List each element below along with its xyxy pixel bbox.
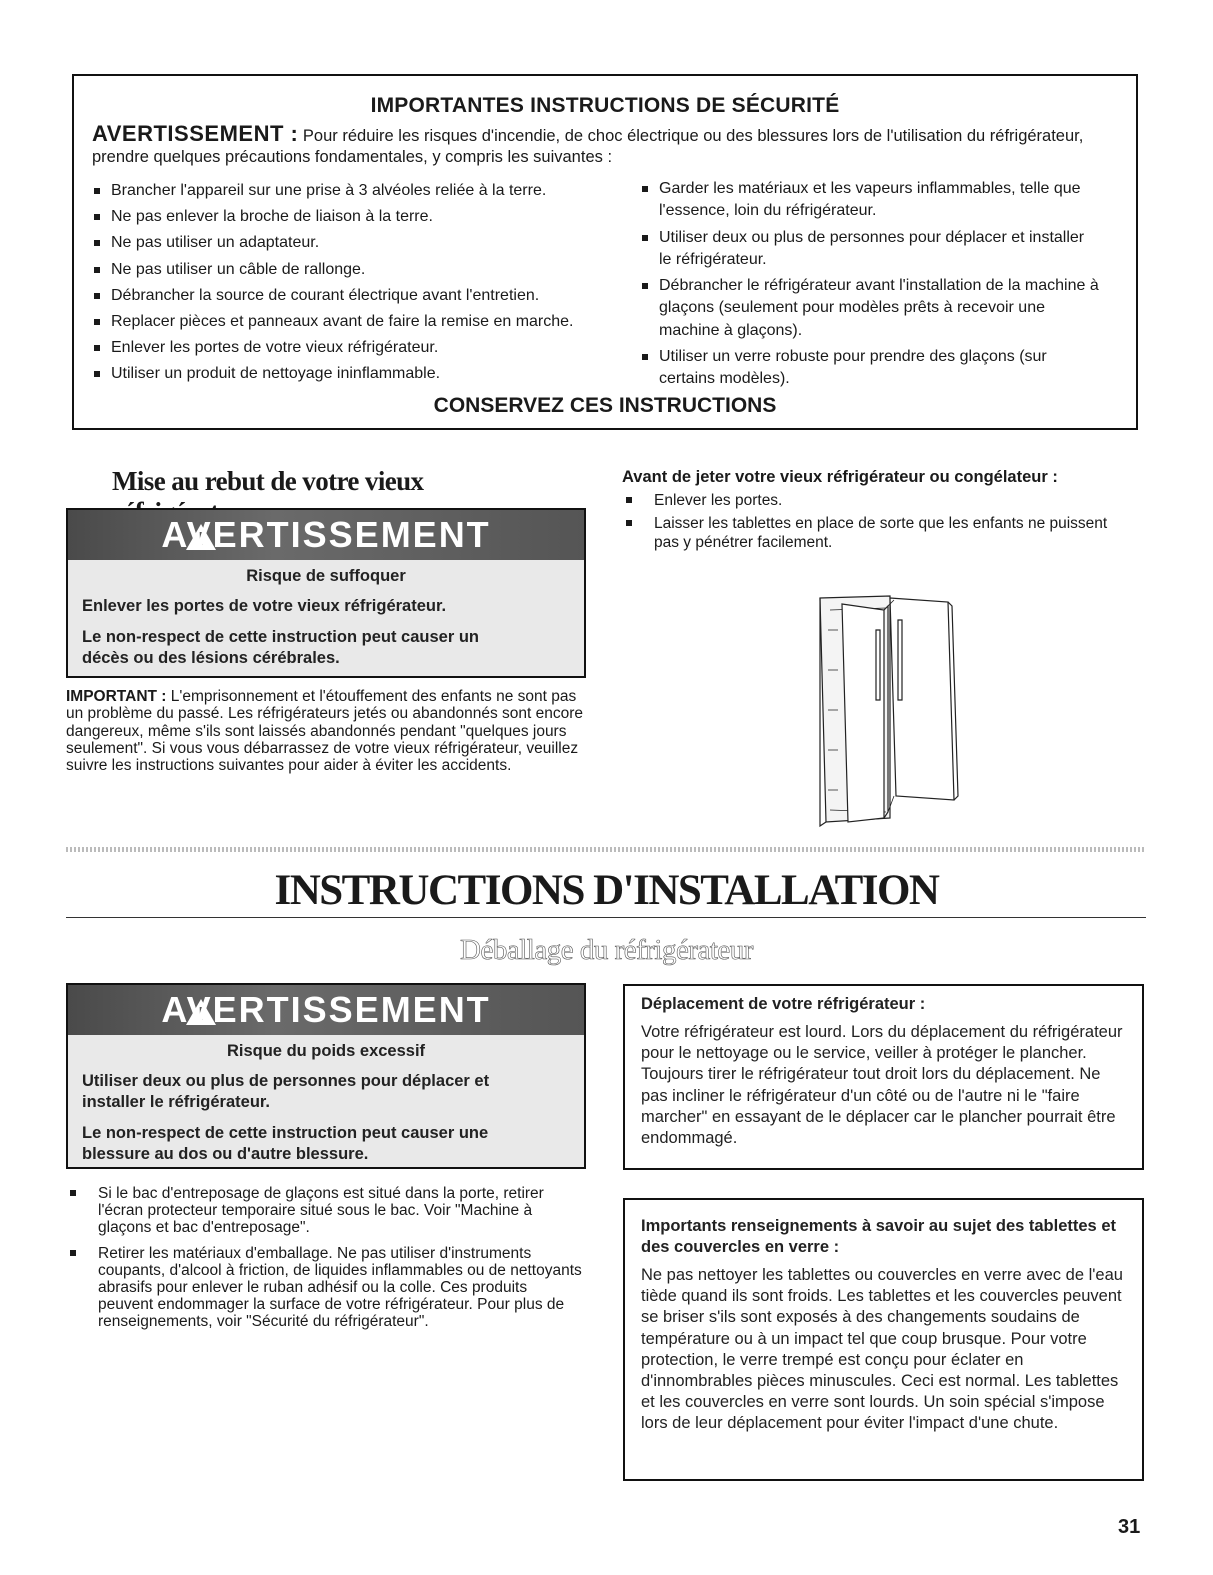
list-item: Utiliser un verre robuste pour prendre des glaçons (sur certains modèles). (640, 346, 1100, 391)
before-disposal-title: Avant de jeter votre vieux réfrigérateur ou congélateur : (622, 468, 1058, 486)
warning-banner-label: AVERTISSEMENT (161, 514, 491, 555)
warning-banner-label: AVERTISSEMENT (161, 989, 491, 1030)
before-disposal-list (622, 491, 1132, 556)
warning-hazard: Risque de suffoquer (246, 567, 406, 585)
list-item: Débrancher le réfrigérateur avant l'installation de la machine à glaçons (seulement pour modèles prêts à recevoir une machine à glaçons). (640, 275, 1100, 342)
dotted-separator (66, 847, 1146, 852)
fridge-doors-removed-illustration (790, 590, 980, 830)
safety-left-list (92, 178, 632, 388)
safety-title: IMPORTANTES INSTRUCTIONS DE SÉCURITÉ (370, 94, 840, 117)
list-item: Utiliser deux ou plus de personnes pour déplacer et installer le réfrigérateur. (640, 227, 1100, 272)
list-item: Si le bac d'entreposage de glaçons est situé dans la porte, retirer l'écran protecteur temporaire situé sous le bac. Voir "Machine à glaçons et bac d'entreposage". (66, 1185, 586, 1237)
list-item: Garder les matériaux et les vapeurs inflammables, telle que l'essence, loin du réfrigérateur. (640, 178, 1100, 223)
safety-right-list (640, 178, 1100, 395)
list-item: Laisser les tablettes en place de sorte que les enfants ne puissent pas y pénétrer facilement. (622, 514, 1132, 552)
warning-banner (68, 510, 584, 560)
glass-info-box (623, 1198, 1144, 1481)
safety-intro (92, 123, 1122, 168)
important-text: L'emprisonnement et l'étouffement des enfants ne sont pas un problème du passé. Les réfrigérateurs jetés ou abandonnés sont encore dangereux, même s'ils sont laissés abandonnés pendant "quelques jours seulement". Si vous vous débarrassez de votre vieux réfrigérateur, veuillez suivre les instructions suivantes pour aider à éviter les accidents. (66, 688, 584, 775)
glass-title: Importants renseignements à savoir au sujet des tablettes et des couvercles en verre : (641, 1217, 1116, 1256)
list-item: Retirer les matériaux d'emballage. Ne pas utiliser d'instruments coupants, d'alcool à friction, de liquides inflammables ou de nettoyants abrasifs pour enlever le ruban adhésif ou la colle. Ces produits peuvent endommager la surface de votre réfrigérateur. Pour plus de renseignements, voir "Sécurité du réfrigérateur". (66, 1245, 586, 1331)
moving-info-box (623, 984, 1144, 1170)
list-item: Enlever les portes. (622, 491, 1132, 510)
disposal-important (66, 688, 596, 774)
warning-banner (68, 985, 584, 1035)
list-item: Ne pas enlever la broche de liaison à la terre. (92, 204, 632, 230)
unpack-list (66, 1185, 586, 1339)
warning-hazard: Risque du poids excessif (226, 1042, 426, 1060)
page-number: 31 (1118, 1516, 1141, 1538)
warning-body (82, 566, 570, 679)
moving-body: Votre réfrigérateur est lourd. Lors du déplacement du réfrigérateur pour le nettoyage ou le service, veiller à protéger le plancher. Toujours tirer le réfrigérateur tout droit lors du déplacement. Ne pas incliner le réfrigérateur d'un côté ou de l'autre ni le "faire marcher" en essayant de le déplacer car le plancher pourrait être endommagé. (641, 1023, 1123, 1148)
title-rule (66, 917, 1146, 918)
safety-instructions-box (72, 74, 1138, 430)
list-item: Enlever les portes de votre vieux réfrigérateur. (92, 335, 632, 361)
warning-word: AVERTISSEMENT : (92, 121, 299, 146)
list-item: Ne pas utiliser un câble de rallonge. (92, 257, 632, 283)
warning-line: Le non-respect de cette instruction peut causer une blessure au dos ou d'autre blessure. (82, 1124, 489, 1163)
list-item: Débrancher la source de courant électrique avant l'entretien. (92, 283, 632, 309)
warning-line: Enlever les portes de votre vieux réfrigérateur. (82, 597, 447, 615)
safety-footer: CONSERVEZ CES INSTRUCTIONS (433, 394, 777, 417)
warning-line: Utiliser deux ou plus de personnes pour déplacer et installer le réfrigérateur. (82, 1072, 490, 1111)
unpack-title: Déballage du réfrigérateur (460, 934, 753, 966)
list-item: Ne pas utiliser un adaptateur. (92, 230, 632, 256)
warning-body (82, 1041, 570, 1175)
moving-title: Déplacement de votre réfrigérateur : (641, 995, 926, 1013)
list-item: Utiliser un produit de nettoyage ininflammable. (92, 361, 632, 387)
important-label: IMPORTANT : (66, 688, 167, 705)
warning-line: Le non-respect de cette instruction peut causer un décès ou des lésions cérébrales. (82, 628, 479, 667)
install-title: INSTRUCTIONS D'INSTALLATION (274, 867, 939, 914)
disposal-title: Mise au rebut de votre vieux (112, 466, 424, 496)
safety-intro-text: Pour réduire les risques d'incendie, de choc électrique ou des blessures lors de l'utilisation du réfrigérateur, prendre quelques précautions fondamentales, y compris les suivantes : (92, 127, 1084, 166)
glass-body: Ne pas nettoyer les tablettes ou couvercles en verre avec de l'eau tiède quand ils sont froids. Les tablettes et les couvercles peuvent se briser s'ils sont exposés à des changements soudains de température ou à un impact tel que coup brusque. Pour votre protection, le verre trempé est conçu pour éclater en d'innombrables pièces minuscules. Ceci est normal. Les tablettes et les couvercles en verre sont lourds. Un soin spécial s'impose lors de leur déplacement pour éviter l'impact d'une chute. (641, 1266, 1123, 1433)
weight-warning-box (66, 983, 586, 1169)
list-item: Replacer pièces et panneaux avant de faire la remise en marche. (92, 309, 632, 335)
list-item: Brancher l'appareil sur une prise à 3 alvéoles reliée à la terre. (92, 178, 632, 204)
suffocation-warning-box (66, 508, 586, 678)
